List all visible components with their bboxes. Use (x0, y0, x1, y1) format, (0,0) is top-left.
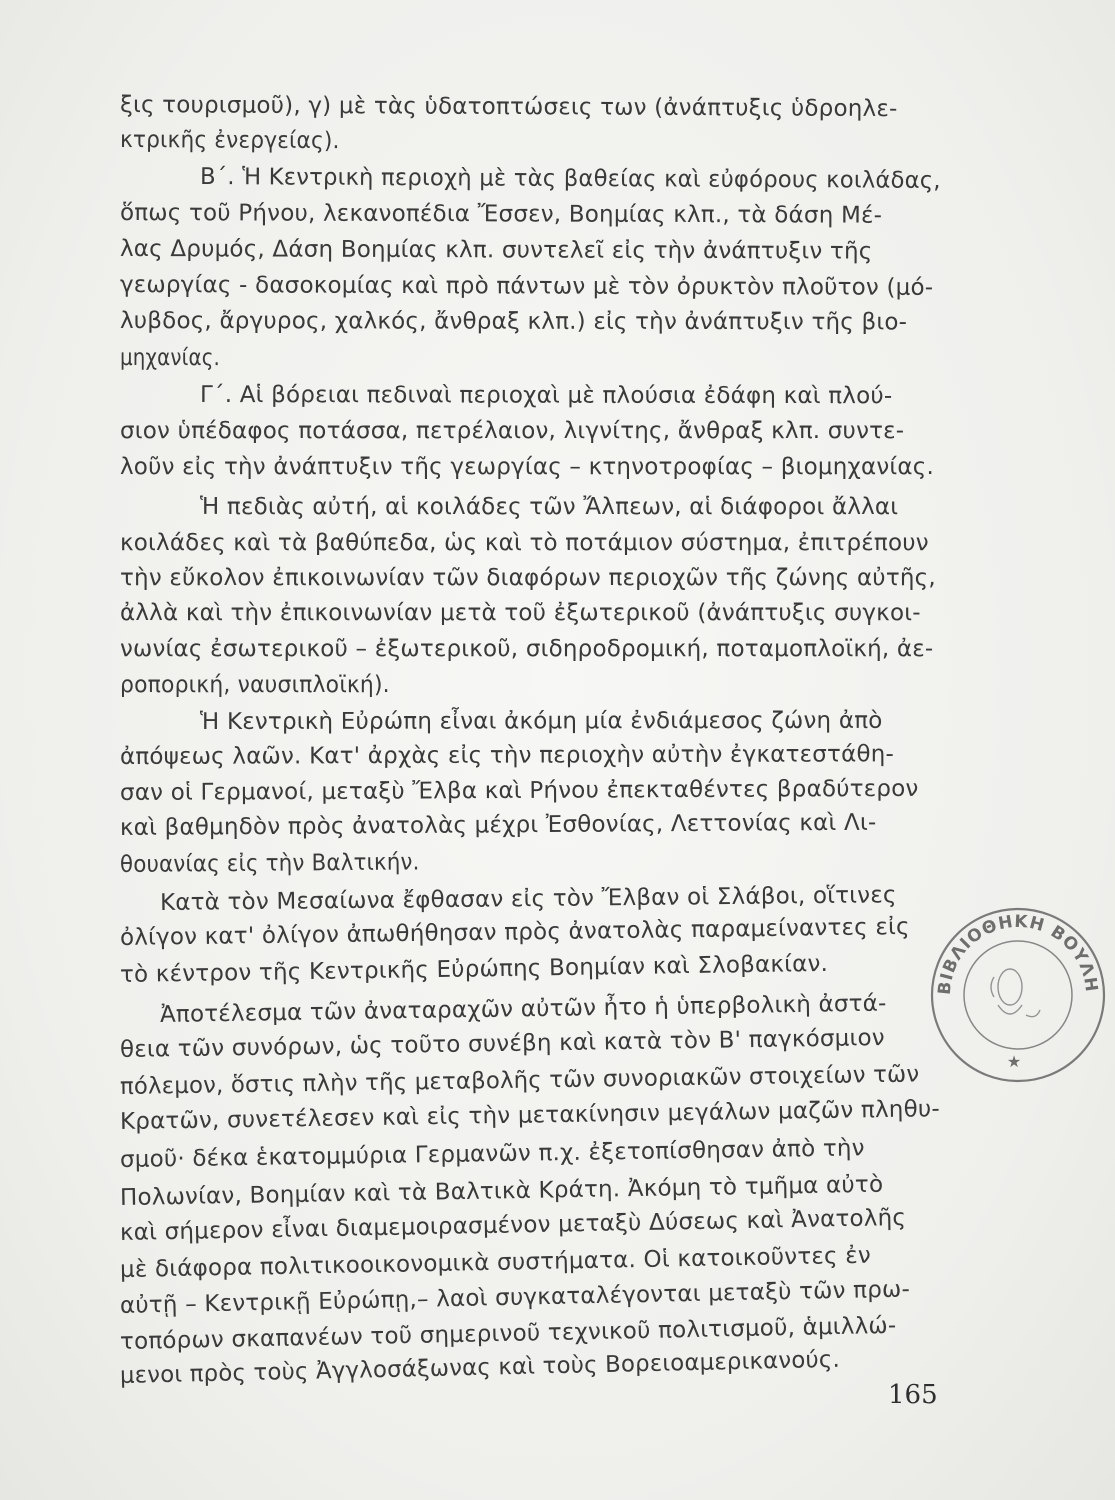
text-line: Κατὰ τὸν Μεσαίωνα ἔφθασαν εἰς τὸν Ἔλβαν οἱ Σλάβοι, οἵτινες (159, 882, 897, 916)
text-line: κοιλάδες καὶ τὰ βαθύπεδα, ὡς καὶ τὸ ποτάμιον σύστημα, ἐπιτρέπουν (120, 530, 929, 556)
text-line: θεια τῶν συνόρων, ὡς τοῦτο συνέβη καὶ κατὰ τὸν Β' παγκόσμιον (119, 1024, 886, 1063)
text-line: Κρατῶν, συνετέλεσεν καὶ εἰς τὴν μετακίνησιν μεγάλων μαζῶν πληθυ- (119, 1096, 941, 1135)
text-line: θουανίας εἰς τὴν Βαλτικήν. (119, 849, 420, 878)
text-line: Β΄. Ἡ Κεντρικὴ περιοχὴ μὲ τὰς βαθείας καὶ εὐφόρους κοιλάδας, (199, 164, 941, 194)
text-line: ροπορική, ναυσιπλοϊκή). (120, 672, 390, 698)
text-line: ὀλίγον κατ' ὀλίγον ἀπωθήθησαν πρὸς ἀνατολὰς παραμείναντες εἰς (119, 913, 910, 951)
text-line: τὸ κέντρον τῆς Κεντρικῆς Εὐρώπης Βοημίαν καὶ Σλοβακίαν. (119, 950, 829, 988)
text-line: σαν οἱ Γερμανοί, μεταξὺ Ἔλβα καὶ Ρήνου ἐπεκταθέντες βραδύτερον (119, 775, 919, 806)
text-line: κτρικῆς ἐνεργείας). (119, 127, 340, 155)
text-line: σμοῦ· δέκα ἑκατομμύρια Γερμανῶν π.χ. ἐξετοπίσθησαν ἀπὸ τὴν (119, 1135, 865, 1173)
text-line: Ἡ Κεντρικὴ Εὐρώπη εἶναι ἀκόμη μία ἐνδιάμεσος ζώνη ἀπὸ (199, 707, 883, 735)
text-line: σιον ὑπέδαφος ποτάσσα, πετρέλαιον, λιγνίτης, ἄνθραξ κλπ. συντε- (120, 418, 905, 444)
text-line: λας Δρυμός, Δάση Βοημίας κλπ. συντελεῖ εἰς τὴν ἀνάπτυξιν τῆς (119, 236, 873, 265)
stamp-seal-icon (918, 895, 1108, 1095)
text-line: ἀλλὰ καὶ τὴν ἐπικοινωνίαν μετὰ τοῦ ἐξωτερικοῦ (ἀνάπτυξις συγκοι- (120, 600, 921, 626)
text-line: αὐτῇ – Κεντρικῇ Εὐρώπῃ,– λαοὶ συγκαταλέγονται μεταξὺ τῶν πρω- (119, 1276, 911, 1319)
text-line: τοπόρων σκαπανέων τοῦ σημερινοῦ τεχνικοῦ πολιτισμοῦ, ἁμιλλώ- (119, 1312, 897, 1355)
text-line: Γ΄. Αἱ βόρειαι πεδιναὶ περιοχαὶ μὲ πλούσια ἐδάφη καὶ πλού- (199, 382, 893, 410)
text-line: ἀπόψεως λαῶν. Κατ' ἀρχὰς εἰς τὴν περιοχὴν αὐτὴν ἐγκατεστάθη- (119, 741, 895, 770)
page-number: 165 (888, 1380, 938, 1410)
text-line: πόλεμον, ὅστις πλὴν τῆς μεταβολῆς τῶν συνοριακῶν στοιχείων τῶν (119, 1061, 920, 1100)
text-line: Ἡ πεδιὰς αὐτή, αἱ κοιλάδες τῶν Ἄλπεων, αἱ διάφοροι ἄλλαι (200, 494, 899, 520)
text-line: καὶ σήμερον εἶναι διαμεμοιρασμένον μεταξὺ Δύσεως καὶ Ἀνατολῆς (119, 1204, 907, 1246)
text-line: τὴν εὔκολον ἐπικοινωνίαν τῶν διαφόρων περιοχῶν τῆς ζώνης αὐτῆς, (120, 565, 936, 591)
text-line: μὲ διάφορα πολιτικοοικονομικὰ συστήματα. Οἱ κατοικοῦντες ἐν (119, 1242, 872, 1283)
text-line: ὅπως τοῦ Ρήνου, λεκανοπέδια Ἔσσεν, Βοημίας κλπ., τὰ δάση Μέ- (119, 200, 883, 229)
text-line: γεωργίας - δασοκομίας καὶ πρὸ πάντων μὲ τὸν ὀρυκτὸν πλοῦτον (μό- (119, 272, 934, 301)
text-line: Πολωνίαν, Βοημίαν καὶ τὰ Βαλτικὰ Κράτη. Ἀκόμη τὸ τμῆμα αὐτὸ (119, 1171, 884, 1211)
text-line: ξις τουρισμοῦ), γ) μὲ τὰς ὑδατοπτώσεις των (ἀνάπτυξις ὑδροηλε- (119, 92, 898, 123)
library-stamp (918, 895, 1108, 1095)
svg-text:★: ★ (1006, 1052, 1022, 1071)
text-line: μηχανίας. (119, 345, 221, 372)
stamp-arc-text: ΒΙΒΛΙΟΘΗΚΗ ΒΟΥΛΗ (934, 911, 1102, 996)
text-line: μενοι πρὸς τοὺς Ἀγγλοσάξωνας καὶ τοὺς Βορειοαμερικανούς. (119, 1346, 841, 1389)
text-line: νωνίας ἐσωτερικοῦ – ἐξωτερικοῦ, σιδηροδρομική, ποταμοπλοϊκή, ἀε- (120, 636, 934, 662)
text-line: Ἀποτέλεσμα τῶν ἀναταραχῶν αὐτῶν ἦτο ἡ ὑπερβολικὴ ἀστά- (159, 990, 887, 1028)
text-line: λοῦν εἰς τὴν ἀνάπτυξιν τῆς γεωργίας – κτηνοτροφίας – βιομηχανίας. (120, 454, 934, 480)
text-line: λυβδος, ἄργυρος, χαλκός, ἄνθραξ κλπ.) εἰς τὴν ἀνάπτυξιν τῆς βιο- (119, 308, 908, 336)
text-line: καὶ βαθμηδὸν πρὸς ἀνατολὰς μέχρι Ἐσθονίας, Λεττονίας καὶ Λι- (119, 809, 877, 841)
